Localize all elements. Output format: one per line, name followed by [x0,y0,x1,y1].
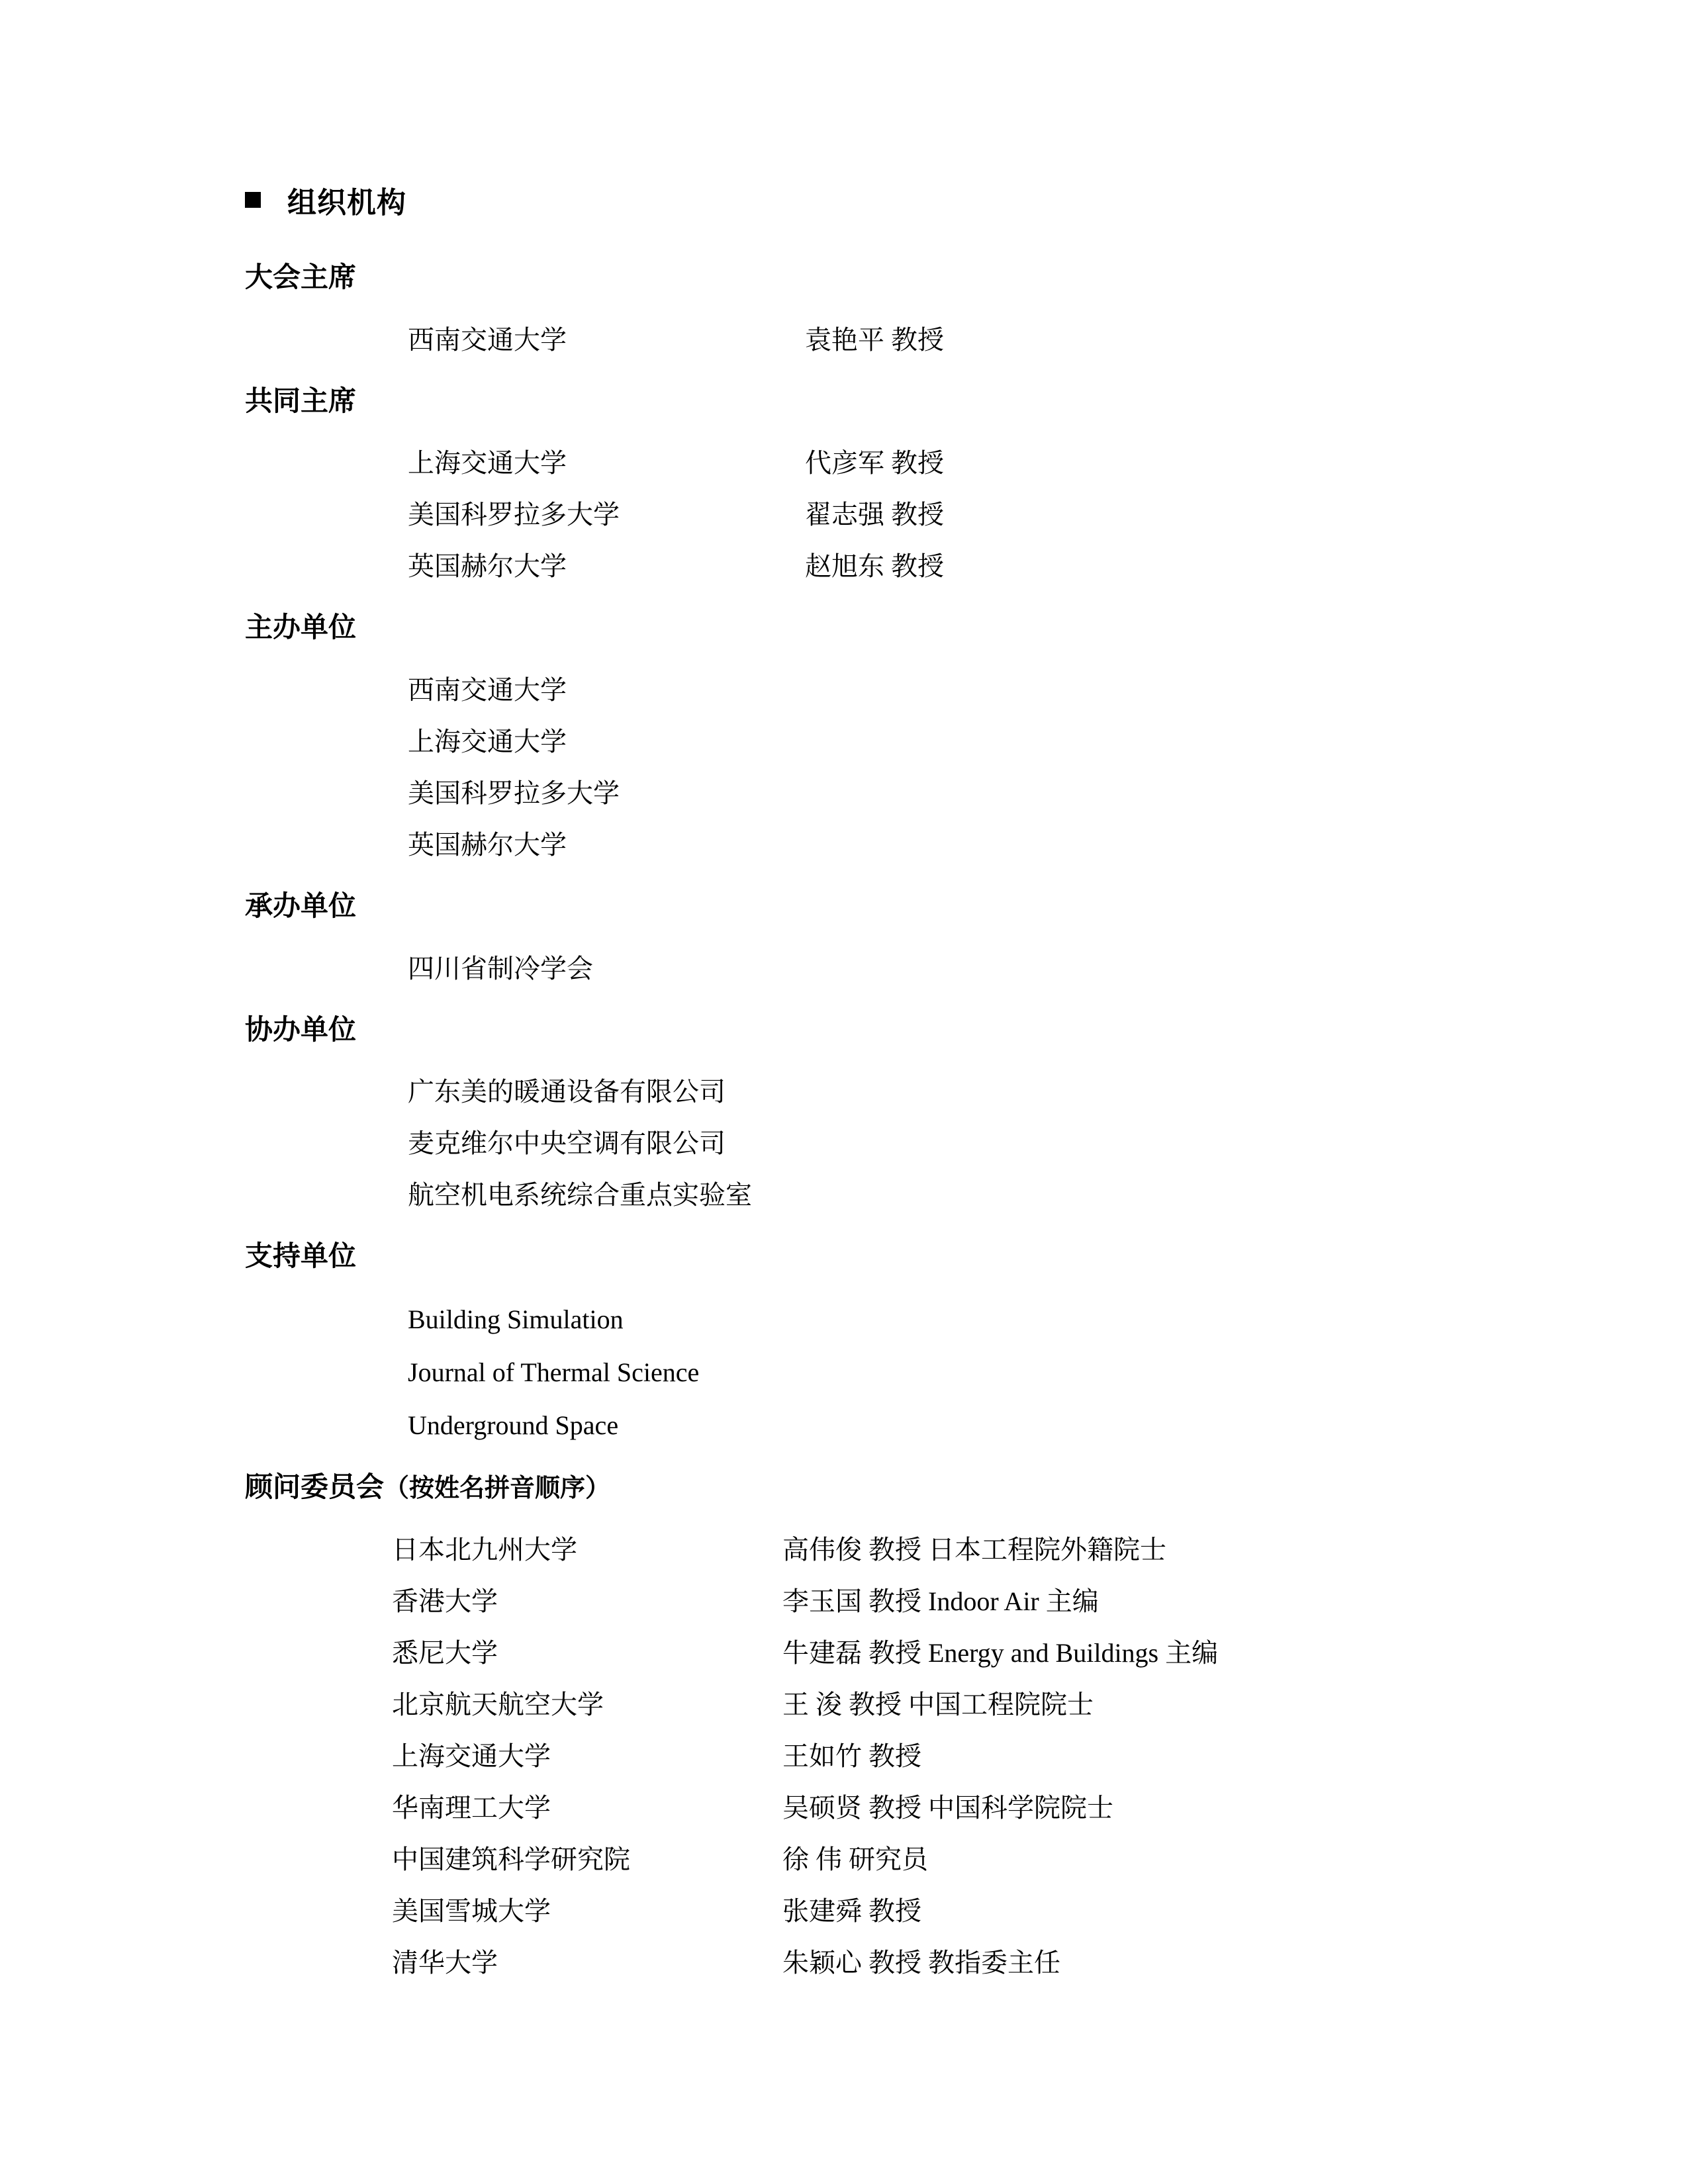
organization: 广东美的暖通设备有限公司 [408,1077,726,1107]
group-label-supporters [245,1238,1489,1276]
group-label-general-chair [245,259,1489,297]
section-title: 组织机构 [287,187,406,219]
person: 张建舜 教授 [782,1895,921,1926]
organization: 清华大学 [392,1947,498,1978]
group-rows-supporters [245,1293,1489,1452]
organization: 美国科罗拉多大学 [408,500,620,530]
list-item [245,943,1489,995]
list-item [245,1576,1489,1627]
group-rows-general-chair [245,314,1489,366]
group-rows-host [245,943,1489,995]
list-item [245,1937,1489,1989]
list-item [245,1731,1489,1782]
list-item [245,1627,1489,1679]
person: 翟志强 教授 [805,500,944,530]
list-item [245,1346,1489,1399]
list-item [245,768,1489,819]
group-label-organizers [245,610,1489,647]
group-rows-co-chairs [245,437,1489,592]
organization: 上海交通大学 [392,1741,551,1771]
list-item [245,1524,1489,1576]
organization: Underground Space [408,1410,619,1441]
organization: 西南交通大学 [408,675,567,705]
organization: 华南理工大学 [392,1792,551,1823]
group-label-advisory-committee [245,1469,1489,1507]
organization: 英国赫尔大学 [408,830,567,860]
organization: 日本北九州大学 [392,1534,577,1565]
group-rows-organizers [245,664,1489,871]
organization: Journal of Thermal Science [408,1357,700,1388]
list-item [245,1169,1489,1221]
group-label-text: 大会主席 [245,263,357,293]
organization: 美国雪城大学 [392,1895,551,1926]
list-item [245,1118,1489,1169]
person: 朱颖心 教授 教指委主任 [782,1947,1060,1978]
group-label-text: 支持单位 [245,1242,357,1273]
list-item [245,664,1489,716]
list-item [245,1293,1489,1346]
square-bullet-icon [245,192,261,208]
group-label-text: 协办单位 [245,1015,357,1046]
organization: 西南交通大学 [408,324,567,355]
organization: 英国赫尔大学 [408,551,567,582]
group-label-text: 承办单位 [245,891,357,923]
list-item [245,716,1489,768]
group-label-host [245,888,1489,926]
list-item [245,1399,1489,1452]
group-label-text: 主办单位 [245,613,357,644]
organization: 香港大学 [392,1586,498,1616]
group-rows-advisory-committee [245,1524,1489,1989]
group-label-co-chairs [245,383,1489,421]
person: 牛建磊 教授 Energy and Buildings 主编 [782,1637,1219,1668]
organization: 上海交通大学 [408,448,567,478]
person: 代彦军 教授 [805,448,944,478]
organization: 中国建筑科学研究院 [392,1844,630,1874]
list-item [245,437,1489,489]
group-rows-co-organizers [245,1066,1489,1221]
section-heading [245,179,1489,221]
organization: 麦克维尔中央空调有限公司 [408,1128,726,1159]
list-item [245,314,1489,366]
person: 赵旭东 教授 [805,551,944,582]
person: 吴硕贤 教授 中国科学院院士 [782,1792,1113,1823]
list-item [245,541,1489,592]
person: 李玉国 教授 Indoor Air 主编 [782,1586,1099,1616]
organization: 航空机电系统综合重点实验室 [408,1180,752,1210]
list-item [245,1886,1489,1937]
organization: 北京航天航空大学 [392,1689,604,1719]
list-item [245,1834,1489,1886]
person: 徐 伟 研究员 [782,1844,928,1874]
organization: 美国科罗拉多大学 [408,778,620,809]
list-item [245,819,1489,871]
group-label-co-organizers [245,1012,1489,1050]
group-label-text: 共同主席 [245,386,357,417]
organization: Building Simulation [408,1304,624,1335]
group-label-text: 顾问委员会 [245,1473,385,1504]
person: 高伟俊 教授 日本工程院外籍院士 [782,1534,1166,1565]
list-item [245,1782,1489,1834]
organization: 四川省制冷学会 [408,953,593,983]
list-item [245,1066,1489,1118]
organization: 上海交通大学 [408,727,567,757]
person: 王 浚 教授 中国工程院院士 [782,1689,1094,1719]
list-item [245,1679,1489,1731]
group-label-note: （按姓名拼音顺序） [384,1475,611,1503]
organization: 悉尼大学 [392,1637,498,1668]
list-item [245,489,1489,541]
person: 袁艳平 教授 [805,324,944,355]
person: 王如竹 教授 [782,1741,921,1771]
